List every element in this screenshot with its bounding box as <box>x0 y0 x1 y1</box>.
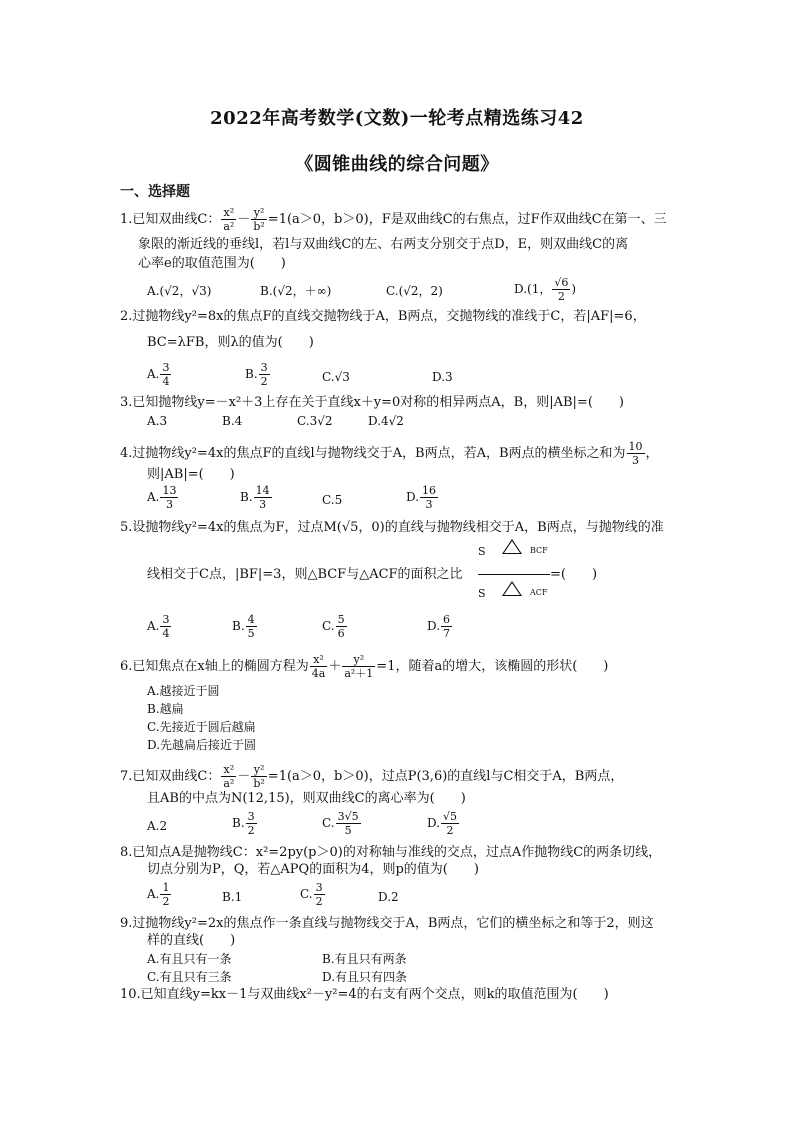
q7-option-a[interactable]: A.2 <box>147 819 168 833</box>
triangle-icon-bottom <box>502 581 522 596</box>
q8-stem-line2: 切点分别为P，Q，若△APQ的面积为4，则p的值为( ) <box>147 862 479 877</box>
q5-option-c[interactable]: C. $\frac{5}{6}$ <box>322 613 345 640</box>
q3-stem-line1: 3.已知抛物线y=－x²＋3上存在关于直线x＋y=0对称的相异两点A，B，则|AB|=( ) <box>120 395 624 410</box>
q5-ratio-bar <box>478 574 550 575</box>
q1-option-a[interactable]: A.(√2，√3) <box>147 284 212 298</box>
q4-option-b[interactable]: B. $\frac{14}{3}$ <box>240 484 270 511</box>
q1-stem-line3: 心率e的取值范围为( ) <box>138 256 286 271</box>
q7-option-c[interactable]: C. $\frac{3√5}{5}$ <box>322 810 359 837</box>
q7-fraction-x: $\frac{\text{x²}}{\text{a²}}$ <box>223 763 235 790</box>
q3-option-c[interactable]: C.3√2 <box>297 414 333 428</box>
q1-text-b: =1(a＞0，b＞0)，F是双曲线C的右焦点，过F作双曲线C在第一、三 <box>267 212 667 227</box>
q9-option-c[interactable]: C.有且只有三条 <box>147 970 232 984</box>
q2-option-b[interactable]: B. $\frac{3}{2}$ <box>245 361 268 388</box>
q2-option-d[interactable]: D.3 <box>432 370 453 384</box>
q8-stem-line1: 8.已知点A是抛物线C：x²=2py(p＞0)的对称轴与准线的交点，过点A作抛物线C的两条切线， <box>120 845 662 860</box>
q4-option-a[interactable]: A. $\frac{13}{3}$ <box>147 484 177 511</box>
q6-option-a[interactable]: A.越接近于圆 <box>147 684 220 698</box>
q9-stem-line2: 样的直线( ) <box>147 933 236 948</box>
q4-option-d[interactable]: D. $\frac{16}{3}$ <box>406 484 437 511</box>
q2-option-c[interactable]: C.√3 <box>322 370 350 384</box>
q1-stem-line2: 象限的渐近线的垂线l，若l与双曲线C的左、右两支分别交于点D，E，则双曲线C的离 <box>138 237 629 252</box>
q7-option-b[interactable]: B. $\frac{3}{2}$ <box>232 810 255 837</box>
q2-stem-line2: BC=λFB，则λ的值为( ) <box>147 335 314 350</box>
q3-option-d[interactable]: D.4√2 <box>368 414 404 428</box>
q1-text-a: 1.已知双曲线C： <box>120 212 221 227</box>
q1-fraction-y: $\frac{\text{y²}}{\text{b²}}$ <box>253 206 265 233</box>
q7-stem-line2: 且AB的中点为N(12,15)，则双曲线C的离心率为( ) <box>147 791 466 806</box>
q10-stem-line1: 10.已知直线y=kx－1与双曲线x²－y²=4的右支有两个交点，则k的取值范围为( ) <box>120 987 609 1002</box>
q6-fraction-x: $\frac{\text{x²}}{4a}$ <box>311 653 326 680</box>
triangle-icon-top <box>502 539 522 554</box>
q8-option-b[interactable]: B.1 <box>222 890 243 904</box>
q5-option-b[interactable]: B. $\frac{4}{5}$ <box>232 613 255 640</box>
q6-option-c[interactable]: C.先接近于圆后越扁 <box>147 720 256 734</box>
q5-ratio-s-bottom: S <box>478 587 486 600</box>
q1-fraction-x: $\frac{\text{x²}}{\text{a²}}$ <box>223 206 235 233</box>
q5-stem-line1: 5.设抛物线y²=4x的焦点为F，过点M(√5，0)的直线与抛物线相交于A，B两点，与抛物线的准 <box>120 520 664 535</box>
q1-option-b[interactable]: B.(√2，＋∞) <box>260 284 332 298</box>
section-heading: 一、选择题 <box>120 184 190 200</box>
q5-option-d[interactable]: D. $\frac{6}{7}$ <box>427 613 451 640</box>
q5-ratio-sub-bottom: ACF <box>530 588 548 597</box>
q9-stem-line1: 9.过抛物线y²=2x的焦点作一条直线与抛物线交于A，B两点，它们的横坐标之和等于2，则这 <box>120 916 654 931</box>
page-subtitle: 《圆锥曲线的综合问题》 <box>295 154 499 175</box>
q8-option-a[interactable]: A. $\frac{1}{2}$ <box>147 881 170 908</box>
q8-option-c[interactable]: C. $\frac{3}{2}$ <box>300 881 323 908</box>
q1-stem-line1: 1.已知双曲线C： $\frac{\text{x²}}{\text{a²}}$ － $\frac{\text{y²}}{\text{b²}}$ =1(a＞0，b＞0)，F是双曲线C的右焦点，过F作双曲线C在第一、三 <box>120 206 667 233</box>
q2-option-a[interactable]: A. $\frac{3}{4}$ <box>147 361 170 388</box>
q5-stem-line2: 线相交于C点，|BF|=3，则△BCF与△ACF的面积之比 <box>147 567 463 582</box>
q7-stem-line1: 7.已知双曲线C： $\frac{\text{x²}}{\text{a²}}$ － $\frac{\text{y²}}{\text{b²}}$ =1(a＞0，b＞0)，过点P(3,6)的直线l与C相交于A，B两点， <box>120 763 624 790</box>
q6-option-b[interactable]: B.越扁 <box>147 702 184 716</box>
q4-stem-line2: 则|AB|=( ) <box>147 467 235 482</box>
q8-option-d[interactable]: D.2 <box>378 890 399 904</box>
q1-option-d[interactable]: D.(1， $\frac{√6}{2}$ ) <box>514 276 577 303</box>
q9-option-d[interactable]: D.有且只有四条 <box>322 970 408 984</box>
q4-stem-line1: 4.过抛物线y²=4x的焦点F的直线l与抛物线交于A，B两点，若A，B两点的横坐标之和为 $\frac{10}{3}$ ， <box>120 440 659 467</box>
q5-ratio-sub-top: BCF <box>530 546 548 555</box>
q5-stem-line2-end: =( ) <box>550 567 598 582</box>
q6-fraction-y: $\frac{\text{y²}}{\text{a²＋1}}$ <box>344 653 374 680</box>
q2-stem-line1: 2.过抛物线y²=8x的焦点F的直线交抛物线于A，B两点，交抛物线的准线于C，若|AF|=6， <box>120 309 646 324</box>
q5-ratio-s-top: S <box>478 545 486 558</box>
q5-option-a[interactable]: A. $\frac{3}{4}$ <box>147 613 170 640</box>
q6-option-d[interactable]: D.先越扁后接近于圆 <box>147 738 257 752</box>
q4-option-c[interactable]: C.5 <box>322 493 343 507</box>
q7-fraction-y: $\frac{\text{y²}}{\text{b²}}$ <box>253 763 265 790</box>
q3-option-b[interactable]: B.4 <box>222 414 243 428</box>
page-title: 2022年高考数学(文数)一轮考点精选练习42 <box>210 108 584 129</box>
q9-option-a[interactable]: A.有且只有一条 <box>147 952 232 966</box>
q9-option-b[interactable]: B.有且只有两条 <box>322 952 407 966</box>
q1-option-c[interactable]: C.(√2，2) <box>386 284 443 298</box>
q4-fraction: $\frac{10}{3}$ <box>628 440 643 467</box>
q6-stem-line1: 6.已知焦点在x轴上的椭圆方程为 $\frac{\text{x²}}{4a}$ ＋ $\frac{\text{y²}}{\text{a²＋1}}$ =1，随着a的增大，该椭圆的形状( ) <box>120 653 609 680</box>
q7-option-d[interactable]: D. $\frac{√5}{2}$ <box>427 810 458 837</box>
q3-option-a[interactable]: A.3 <box>147 414 168 428</box>
